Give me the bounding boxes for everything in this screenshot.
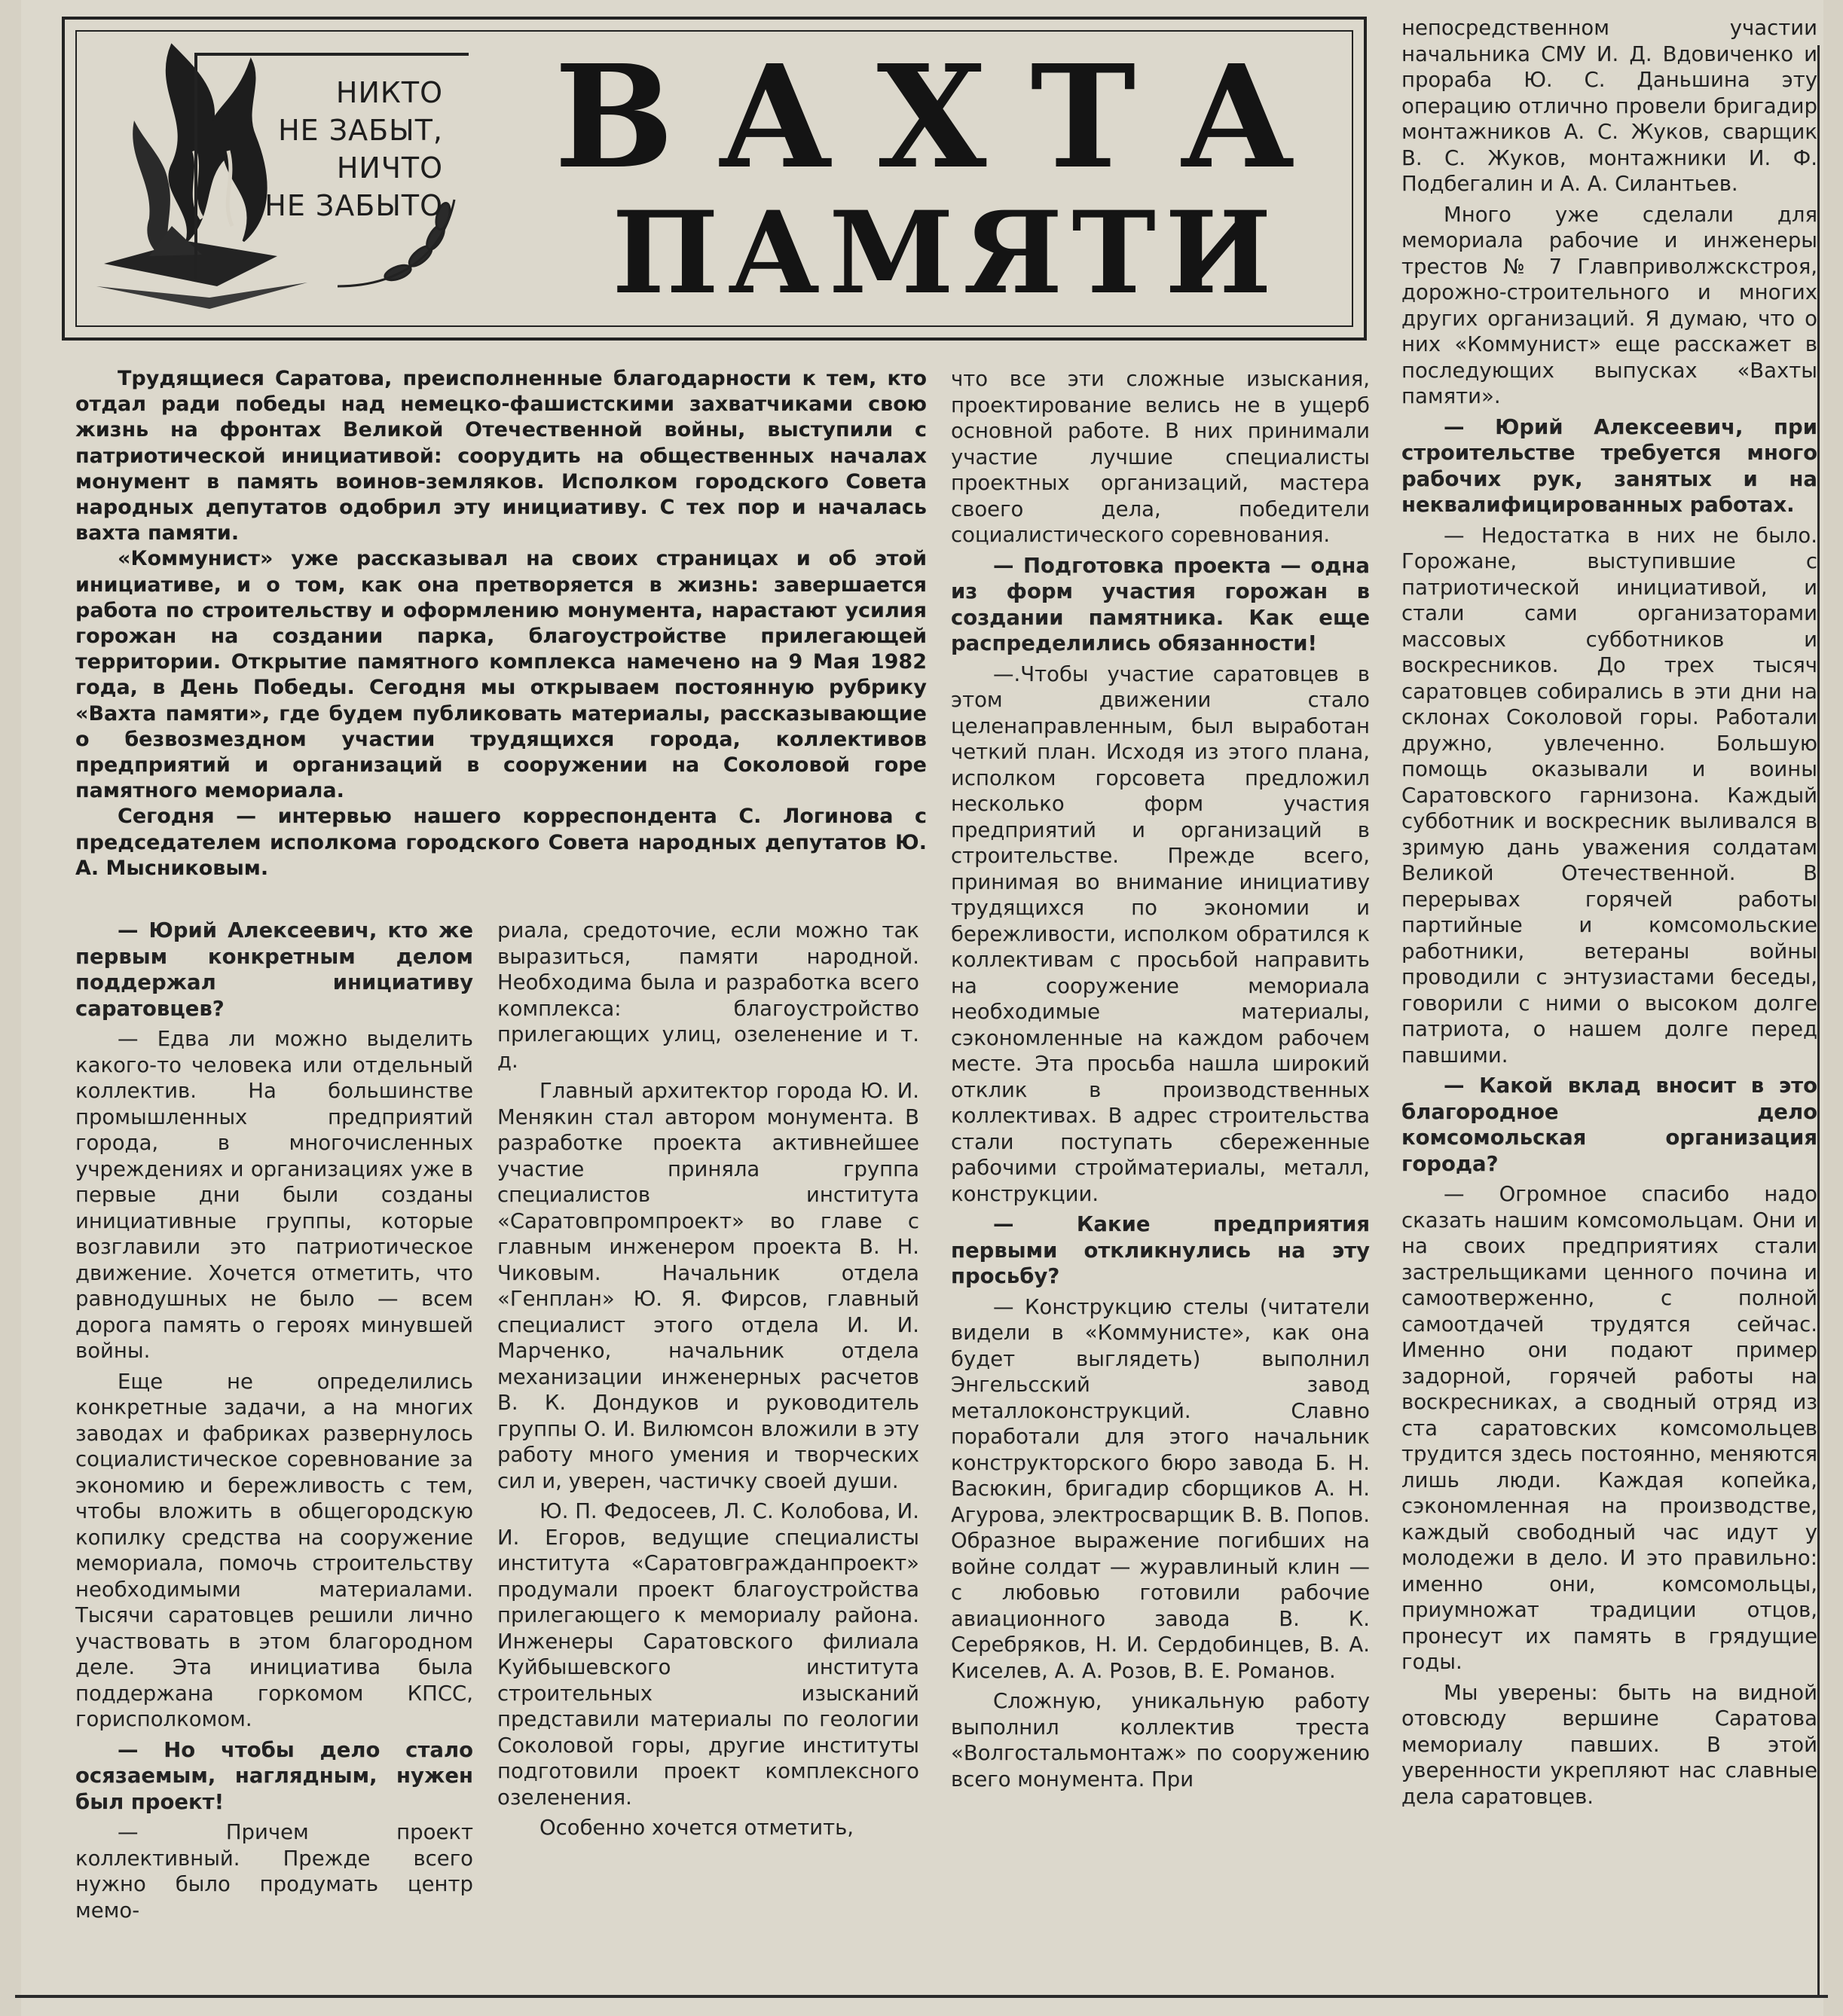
closing-paragraph: Мы уверены: быть на видной отовсюду вершине Саратова мемориалу павших. В этой уверенности укрепляют нас славные дела саратовцев.: [1401, 1680, 1817, 1809]
interview-answer: — Конструкцию стелы (читатели видели в «Коммунисте», как она будет выглядеть) выполнил Энгельсский завод металлоконструкций. Славно поработали для этого начальник конструкторского бюро завода Б. Н. Васюкин, бригадир сборщиков А. Н. Агурова, электросварщик В. В. Попов. Образное выражение погибших на войне солдат — журавлиный клин — с любовью готовили рабочие авиационного завода В. К. Серебряков, Н. И. Сердобинцев, В. А. Киселев, А. А. Розов, В. Е. Романов.: [951, 1294, 1370, 1683]
headline-line-1: ВАХТА: [554, 34, 1339, 200]
headline: [547, 34, 1346, 321]
paragraph: что все эти сложные изыскания, проектирование велись не в ущерб основной работе. В них принимали участие лучшие специалисты проектных организаций, мастера своего дела, победители социалистического соревнования.: [951, 367, 1370, 547]
header-frame: [62, 17, 1367, 341]
column-rule: [1817, 45, 1820, 1996]
motto: [202, 74, 443, 225]
eternal-flame-emblem: [81, 38, 473, 320]
interview-answer: — Едва ли можно выделить какого-то человека или отдельный коллектив. На большинстве промышленных предприятий города, в многочисленных учреждениях и организациях уже в первые дни были созданы инициативные группы, которые возглавили это патриотическое движение. Хочется отметить, что равнодушных не было — всем дорога память о героях минувшей войны.: [75, 1027, 473, 1363]
paragraph: риала, средоточие, если можно так выразиться, памяти народной. Необходима была и разработка всего комплекса: благоустройство прилегающих улиц, озеленение и т. д.: [497, 918, 919, 1073]
interview-answer: —.Чтобы участие саратовцев в этом движении стало целенаправленным, был выработан четкий план. Исходя из этого плана, исполком горсовета предложил несколько форм участия предприятий и организаций в строительстве. Прежде всего, принимая во внимание инициативу трудящихся по экономии и бережливости, исполком обратился к коллективам с просьбой направить на сооружение мемориала необходимые материалы, сэкономленные на каждом рабочем месте. Эта просьба нашла широкий отклик в производственных коллективах. В адрес строительства стали поступать сбереженные рабочими стройматериалы, металл, конструкции.: [951, 661, 1370, 1206]
interview-question: — Какой вклад вносит в это благородное дело комсомольская организация города?: [1401, 1074, 1817, 1176]
paragraph: Много уже сделали для мемориала рабочие и инженеры трестов № 7 Главприволжскстроя, дорожно-строительного и многих других организаций. Я думаю, что о них «Коммунист» еще расскажет в последующих выпусках «Вахты памяти».: [1401, 202, 1817, 408]
interview-question: — Юрий Алексеевич, при строительстве требуется много рабочих рук, занятых и на неквалифицированных работах.: [1401, 414, 1817, 517]
paragraph: непосредственном участии начальника СМУ И. Д. Вдовиченко и прораба Ю. С. Даньшина эту операцию отлично провели бригадир монтажников А. С. Жуков, сварщик В. С. Жуков, монтажники И. Ф. Подбегалин и А. А. Силантьев.: [1401, 16, 1817, 196]
motto-line: НЕ ЗАБЫТ,: [278, 114, 443, 147]
column-3: [951, 366, 1370, 1797]
lead-paragraph: Трудящиеся Саратова, преисполненные благодарности к тем, кто отдал ради победы над немецко-фашистскими захватчиками свою жизнь на фронтах Великой Отечественной войны, выступили с патриотической инициативой: соорудить на общественных началах монумент в память воинов-земляков. Исполком городского Совета народных депутатов одобрил эту инициативу. С тех пор и началась вахта памяти.: [75, 367, 927, 545]
headline-line-2: ПАМЯТИ: [612, 187, 1281, 319]
column-1: [75, 918, 473, 1928]
interview-answer: — Причем проект коллективный. Прежде всего нужно было продумать центр мемо-: [75, 1820, 473, 1923]
lead-paragraph: «Коммунист» уже рассказывал на своих страницах и об этой инициативе, и о том, как она претворяется в жизнь: завершается работа по строительству и оформлению монумента, нарастают усилия горожан на создании парка, благоустройстве прилегающей территории. Открытие памятного комплекса намечено на 9 Мая 1982 года, в День Победы. Сегодня мы открываем постоянную рубрику «Вахта памяти», где будем публиковать материалы, рассказывающие о безвозмездном участии трудящихся города, коллективов предприятий и организаций в сооружении на Соколовой горе памятного мемориала.: [75, 547, 927, 803]
motto-line: НИЧТО: [336, 151, 443, 185]
paragraph: Сложную, уникальную работу выполнил коллектив треста «Волгостальмонтаж» по сооружению всего монумента. При: [951, 1689, 1370, 1791]
column-4: [1401, 15, 1817, 1814]
column-2: [497, 918, 919, 1846]
paragraph: Главный архитектор города Ю. И. Менякин стал автором монумента. В разработке проекта активнейшее участие приняла группа специалистов института «Саратовпромпроект» во главе с главным инженером проекта В. Н. Чиковым. Начальник отдела «Генплан» Ю. Я. Фирсов, главный специалист этого отдела И. И. Марченко, начальник отдела механизации инженерных расчетов В. К. Дондуков и руководитель группы О. И. Вилюмсон вложили в эту работу много умения и творческих сил и, уверен, частичку своей души.: [497, 1079, 919, 1493]
lead-paragraph: Сегодня — интервью нашего корреспондента С. Логинова с председателем исполкома городского Совета народных депутатов Ю. А. Мысниковым.: [75, 805, 927, 880]
interview-question: — Подготовка проекта — одна из форм участия горожан в создании памятника. Как еще распределились обязанности!: [951, 553, 1370, 655]
motto-line: НЕ ЗАБЫТО: [264, 189, 443, 222]
paragraph: Особенно хочется отметить,: [539, 1816, 854, 1840]
interview-answer: — Огромное спасибо надо сказать нашим комсомольцам. Они и на своих предприятиях стали застрельщиками ценного почина и самоотверженно, с полной самоотдачей трудятся сейчас. Именно они подают пример задорной, горячей работы на воскресниках, а сводный отряд из ста саратовских комсомольцев трудится здесь постоянно, меняются лишь люди. Каждая копейка, сэкономленная на производстве, каждый свободный час идут у молодежи в дело. И это правильно: именно они, комсомольцы, приумножат традиции отцов, пронесут их память в грядущие годы.: [1401, 1182, 1817, 1674]
interview-question: — Юрий Алексеевич, кто же первым конкретным делом поддержал инициативу саратовцев?: [75, 918, 473, 1021]
motto-line: НИКТО: [335, 76, 443, 109]
interview-answer: — Недостатка в них не было. Горожане, выступившие с патриотической инициативой, и стали сами организаторами массовых субботников и воскресников. До трех тысяч саратовцев собирались в эти дни на склонах Соколовой горы. Работали дружно, увлеченно. Большую помощь оказывали и воины Саратовского гарнизона. Каждый субботник и воскресник выливался в зримую дань уважения солдатам Великой Отечественной. В перерывах горячей работы партийные и комсомольские работники, ветераны войны проводили с энтузиастами беседы, говорили с ними о высоком долге патриота, о нашем долге перед павшими.: [1401, 523, 1817, 1068]
paragraph: Ю. П. Федосеев, Л. С. Колобова, И. И. Егоров, ведущие специалисты института «Саратовгражданпроект» продумали проект благоустройства прилегающего к мемориалу района. Инженеры Саратовского филиала Куйбышевского института строительных изысканий представили материалы по геологии Соколовой горы, другие институты подготовили проект комплексного озеленения.: [497, 1499, 919, 1810]
bottom-rule: [15, 1995, 1828, 1998]
lead-text: [75, 366, 927, 881]
interview-question: — Но чтобы дело стало осязаемым, наглядным, нужен был проект!: [75, 1737, 473, 1814]
interview-question: — Какие предприятия первыми откликнулись на эту просьбу?: [951, 1212, 1370, 1288]
paragraph: Еще не определились конкретные задачи, а на многих заводах и фабриках развернулось социалистическое соревнование за экономию и бережливость с тем, чтобы вложить в общегородскую копилку средства на сооружение мемориала, помочь строительству необходимыми материалами. Тысячи саратовцев решили лично участвовать в этом благородном деле. Эта инициатива была поддержана горкомом КПСС, горисполкомом.: [75, 1369, 473, 1731]
